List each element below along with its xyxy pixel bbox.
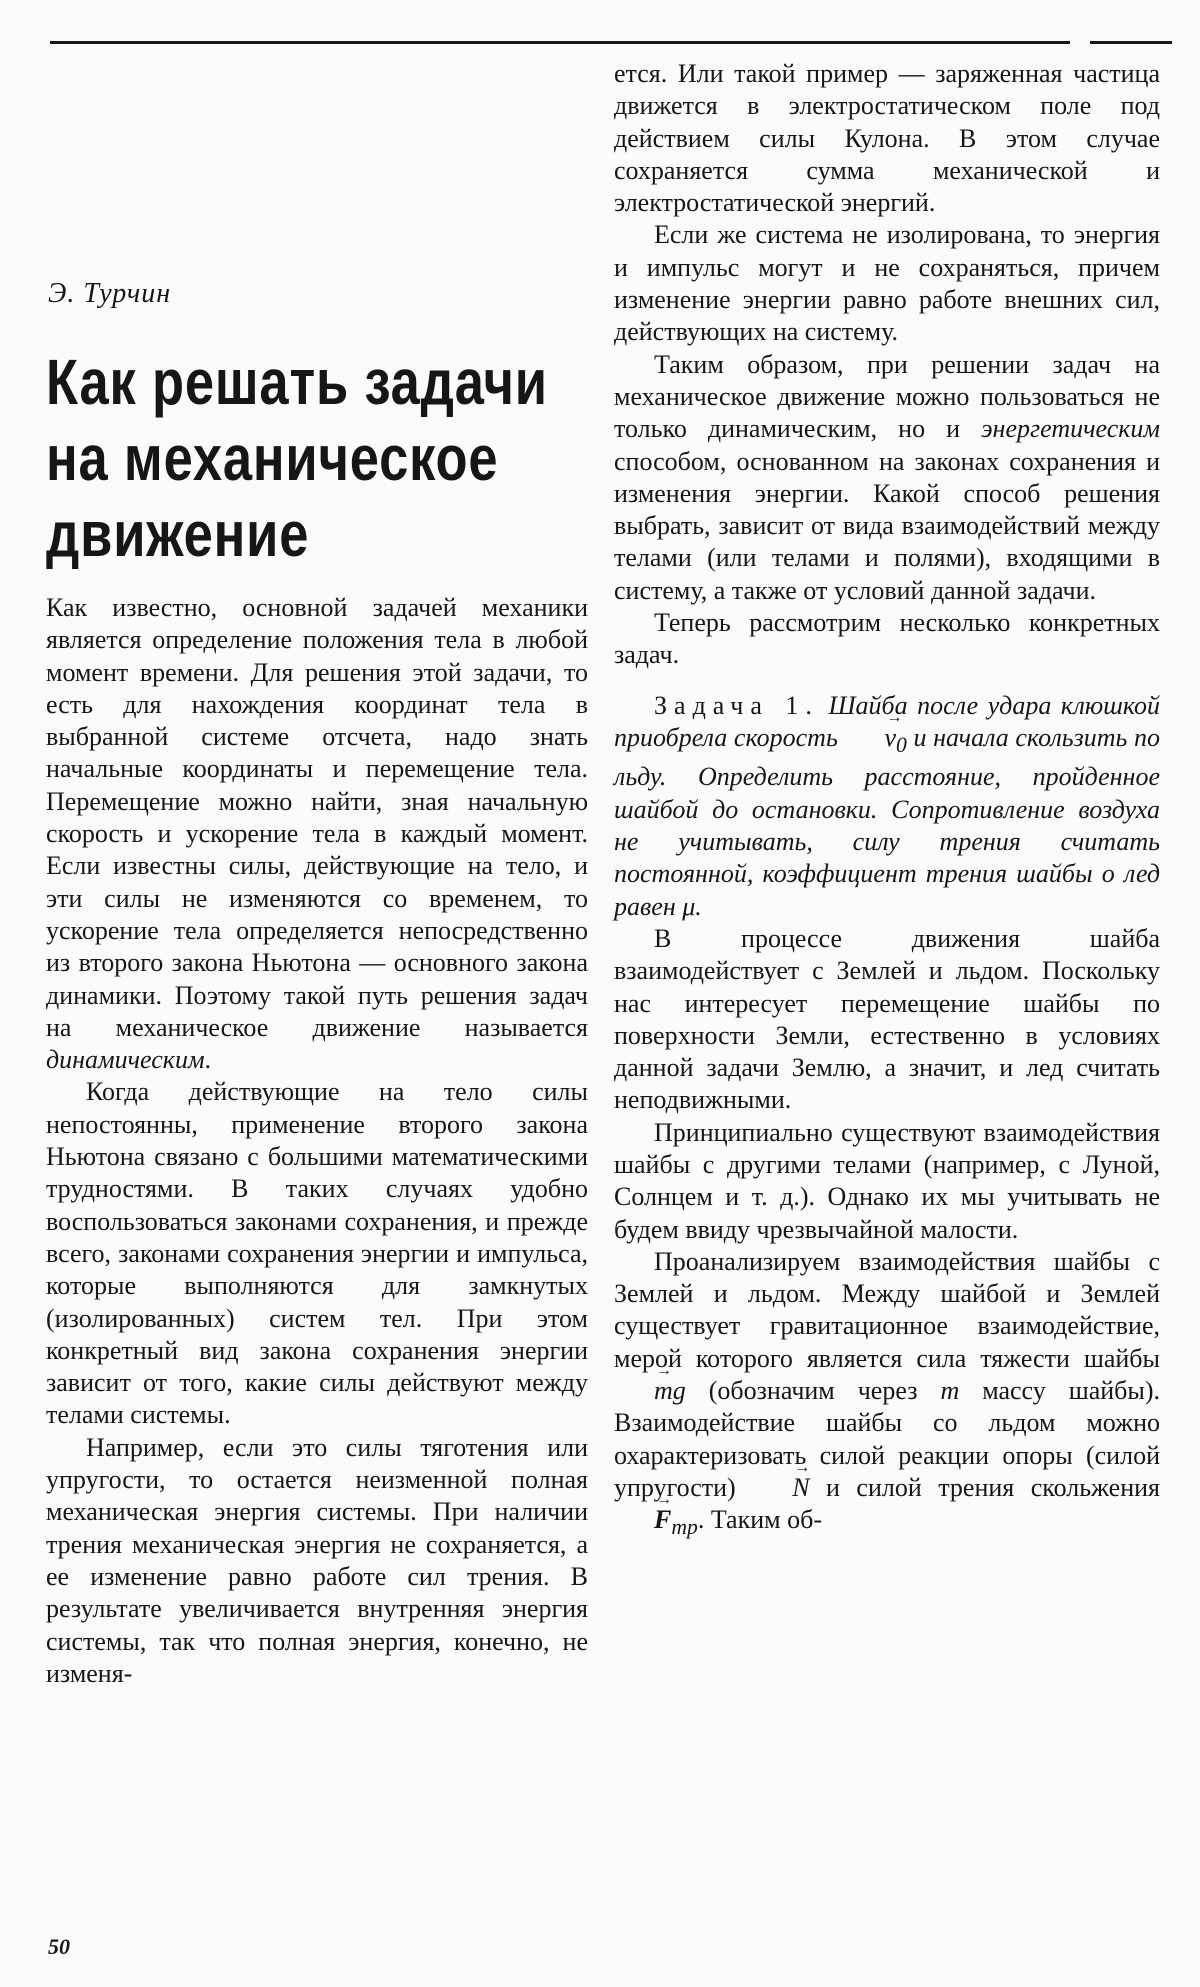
friction-subscript: тр <box>671 1515 698 1540</box>
velocity-letter: v <box>884 722 896 752</box>
top-rule-right <box>1090 41 1172 44</box>
task-text-b: и начала скользить по льду. Определить расстояние, пройденное шайбой до остановки. Сопротивление воздуха не учитывать, силу трения считать постоянной, коэффициент трения шайбы о лед равен μ. <box>614 722 1161 921</box>
right-p6-text-a: Проанализируем взаимодействия шайбы с Землей и льдом. Между шайбой и Землей существует гравитационное взаимодействие, мерой которого является сила тяжести шайбы <box>614 1246 1160 1373</box>
mass-symbol: m <box>940 1376 960 1406</box>
left-paragraph-3: Например, если это силы тяготения или упругости, то остается неизменной полная механическая энергия системы. При наличии трения механическая энергия не сохраняется, а ее изменение равно работе сил трения. В результате увеличивается внутренняя энергия системы, так что полная энергия, конечно, не изменя- <box>46 1432 588 1688</box>
title-line-1: Как решать задачи <box>46 346 548 418</box>
right-p6-text-d: и силой трения скольжения <box>826 1472 1161 1502</box>
top-rule-left <box>50 41 1070 44</box>
task-1 <box>614 690 1160 923</box>
right-paragraph-2 <box>614 349 1160 607</box>
normal-force-symbol: → N <box>752 1472 809 1504</box>
article-title <box>46 344 548 572</box>
friction-force-symbol <box>614 1504 698 1543</box>
right-paragraph-5: Принципиально существуют взаимодействия шайбы с другими телами (например, с Луной, Солнцем и т. д.). Однако их мы учитывать не будем ввиду чрезвычайной малости. <box>614 1117 1160 1244</box>
gravity-symbol: → mg <box>614 1375 686 1407</box>
page-number: 50 <box>48 1934 70 1959</box>
article-author: Э. Турчин <box>48 278 172 309</box>
left-paragraph-2: Когда действующие на тело силы непостоянны, применение второго закона Ньютона связано с большими математическими трудностями. В таких случаях удобно воспользоваться законами сохранения, и прежде всего, законами сохранения энергии и импульса, которые выполняются для замкнутых (изолированных) систем тел. При этом конкретный вид закона сохранения энергии зависит от того, какие силы действуют между телами системы. <box>46 1077 588 1430</box>
right-paragraph-1: Если же система не изолирована, то энергия и импульс могут и не сохраняться, причем изменение энергии равно работе внешних сил, действующих на систему. <box>614 220 1160 347</box>
velocity-symbol <box>844 722 906 761</box>
right-column <box>614 58 1160 1544</box>
right-paragraph-4: В процессе движения шайба взаимодействует с Землей и льдом. Поскольку нас интересует перемещение шайбы по поверхности Земли, естественно в условиях данной задачи Землю, а значит, и лед считать неподвижными. <box>614 923 1160 1115</box>
right-p6-text-b: (обозначим через <box>708 1376 918 1406</box>
title-line-3: движение <box>46 498 310 570</box>
right-paragraph-3: Теперь рассмотрим несколько конкретных задач. <box>614 608 1160 670</box>
left-p1-emphasis: динамическим <box>46 1045 205 1075</box>
task-label: Задача 1. <box>654 690 819 720</box>
right-paragraph-0: ется. Или такой пример — заряженная частица движется в электростатическом поле под действием силы Кулона. В этом случае сохраняется сумма механической и электростатической энергий. <box>614 59 1160 218</box>
right-p2-text-b: способом, основанном на законах сохранения и изменения энергии. Какой способ решения выбрать, зависит от вида взаимодействий между телами (или телами и полями), входящими в систему, а также от условий данной задачи. <box>614 446 1160 605</box>
right-p6-text-e: . Таким об- <box>697 1505 822 1535</box>
left-paragraph-1: Как известно, основной задачей механики является определение положения тела в любой момент времени. Для решения этой задачи, то есть для нахождения координат тела в выбранной системе отсчета, надо знать начальные координаты и перемещение тела. Перемещение можно найти, зная начальную скорость и ускорение тела в каждый момент. Если известны силы, действующие на тело, и эти силы не изменяются со временем, то ускорение тела определяется непосредственно из второго закона Ньютона — основного закона динамики. Поэтому такой путь решения задач на механическое движение называется динамическим. <box>46 593 588 1075</box>
right-paragraph-6 <box>614 1246 1160 1544</box>
task-text-a: Шайба после удара клюшкой приобрела скорость <box>614 690 1160 752</box>
right-p6-text-c: массу шайбы). Взаимодействие шайбы со льдом можно охарактеризовать силой реакции опоры (силой упругости) <box>614 1376 1161 1502</box>
left-p1-text: Как известно, основной задачей механики является определение положения тела в любой момент времени. Для решения этой задачи, то есть для нахождения координат тела в выбранной системе отсчета, надо знать начальные координаты и перемещение тела. Перемещение можно найти, зная начальную скорость и ускорение тела в каждый момент. Если известны силы, действующие на тело, и эти силы не изменяются со временем, то ускорение тела определяется непосредственно из второго закона Ньютона — основного закона динамики. Поэтому такой путь решения задач на механическое движение называется <box>46 593 588 1042</box>
right-p2-text-a: Таким образом, при решении задач на механическое движение можно пользоваться не только динамическим, но и <box>614 349 1160 444</box>
velocity-subscript: 0 <box>896 733 907 758</box>
left-column <box>46 592 588 1690</box>
right-p2-emphasis: энергетическим <box>981 414 1161 444</box>
friction-letter: F <box>654 1505 672 1535</box>
title-line-2: на механическое <box>46 422 499 494</box>
